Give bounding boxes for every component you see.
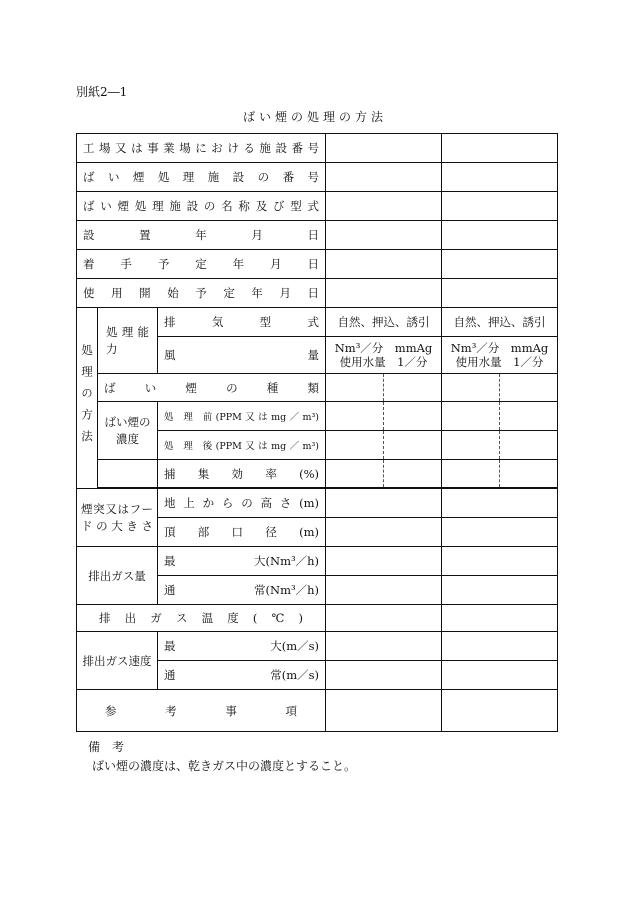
page-title: ばい煙の処理の方法 [242,110,387,124]
start-plan-field-2[interactable] [442,250,558,279]
chimney-diameter-field-1[interactable] [326,518,442,547]
facility-number-field-1[interactable] [326,134,442,163]
gas-speed-max-field-2[interactable] [442,632,558,661]
table-row [77,134,558,163]
after-field-2a[interactable] [442,431,500,460]
efficiency-field-2a[interactable] [442,460,500,488]
exhaust-options-2[interactable]: 自然、押込、誘引 [442,308,558,337]
gas-volume-max-cell [158,547,326,576]
air-unit-line2: 使用水量 1／分 [455,355,544,369]
treatment-number-field-2[interactable] [442,163,558,192]
start-plan-field-1[interactable] [326,250,442,279]
table-row [77,605,558,632]
capacity-label: 処理能力 [98,308,158,374]
after-label: 処 理 後(PPM又はmg／m³) [158,431,326,460]
table-row [77,163,558,192]
name-model-field-2[interactable] [442,192,558,221]
facility-number-field-2[interactable] [442,134,558,163]
gas-temp-field-1[interactable] [326,605,442,632]
table-row [77,460,558,488]
air-unit-line2: 使用水量 1／分 [339,355,428,369]
before-field-2b[interactable] [500,402,558,431]
before-field-2a[interactable] [442,402,500,431]
before-field-1b[interactable] [384,402,442,431]
table-row [77,308,558,337]
treatment-number-label: ばい煙処理施設の番号 [77,163,326,192]
gas-volume-max-label: 最 [164,554,176,568]
document-id: 別紙2―1 [76,85,128,99]
exhaust-type-label: 排気型式 [158,308,326,337]
reference-label: 参考事項 [77,690,326,732]
reference-field-1[interactable] [326,690,442,732]
gas-speed-max-cell [158,632,326,661]
smoke-type-field-1b[interactable] [384,374,442,402]
remarks-text: ばい煙の濃度は、乾きガス中の濃度とすること。 [92,759,357,773]
after-field-1b[interactable] [384,431,442,460]
use-start-plan-label: 使用開始予定年月日 [77,279,326,308]
air-unit-line1: Nm³／分 mmAg [334,341,433,355]
table-row [77,374,558,402]
exhaust-options-1[interactable]: 自然、押込、誘引 [326,308,442,337]
table-row [77,690,558,732]
use-start-plan-field-1[interactable] [326,279,442,308]
before-label: 処 理 前(PPM又はmg／m³) [158,402,326,431]
smoke-type-field-2b[interactable] [500,374,558,402]
treatment-number-field-1[interactable] [326,163,442,192]
table-row [77,402,558,431]
efficiency-field-1a[interactable] [326,460,384,488]
name-model-field-1[interactable] [326,192,442,221]
table-row [77,632,558,661]
install-date-field-1[interactable] [326,221,442,250]
efficiency-spacer [98,460,158,488]
install-date-label: 設置年月日 [77,221,326,250]
efficiency-label: 捕集効率(%) [158,460,326,488]
after-field-1a[interactable] [326,431,384,460]
name-model-label: ばい煙処理施設の名称及び型式 [77,192,326,221]
gas-volume-normal-field-2[interactable] [442,576,558,605]
gas-volume-max-field-1[interactable] [326,547,442,576]
air-volume-field-1[interactable] [326,337,442,374]
use-start-plan-field-2[interactable] [442,279,558,308]
gas-volume-normal-cell [158,576,326,605]
facility-number-label: 工場又は事業場における施設番号 [77,134,326,163]
air-unit-line1: Nm³／分 mmAg [450,341,549,355]
gas-temp-label: 排出ガス温度(℃) [77,605,326,632]
gas-speed-normal-label: 通 [164,668,176,682]
gas-speed-normal-unit: 常(m／s) [270,668,320,682]
gas-speed-label: 排出ガス速度 [77,632,158,690]
before-field-1a[interactable] [326,402,384,431]
gas-temp-field-2[interactable] [442,605,558,632]
smoke-type-label: ばい煙の種類 [98,374,326,402]
chimney-height-field-1[interactable] [326,489,442,518]
gas-volume-max-field-2[interactable] [442,547,558,576]
gas-speed-normal-field-1[interactable] [326,661,442,690]
remarks-heading: 備 考 [88,740,125,754]
gas-speed-normal-cell [158,661,326,690]
gas-speed-normal-field-2[interactable] [442,661,558,690]
air-volume-label: 風量 [158,337,326,374]
gas-speed-max-label: 最 [164,639,176,653]
smoke-type-field-1a[interactable] [326,374,384,402]
table-row [77,250,558,279]
gas-volume-normal-label: 通 [164,583,176,597]
chimney-diameter-field-2[interactable] [442,518,558,547]
air-volume-field-2[interactable] [442,337,558,374]
after-field-2b[interactable] [500,431,558,460]
gas-volume-normal-field-1[interactable] [326,576,442,605]
table-row [77,489,558,518]
table-row [77,279,558,308]
table-row [77,192,558,221]
smoke-type-field-2a[interactable] [442,374,500,402]
reference-field-2[interactable] [442,690,558,732]
gas-speed-max-unit: 大(m／s) [270,639,320,653]
install-date-field-2[interactable] [442,221,558,250]
efficiency-field-2b[interactable] [500,460,558,488]
chimney-label: 煙突又はフードの大きさ [77,489,158,547]
start-plan-label: 着手予定年月日 [77,250,326,279]
efficiency-field-1b[interactable] [384,460,442,488]
chimney-height-label: 地上からの高さ(m) [158,489,326,518]
gas-volume-label: 排出ガス量 [77,547,158,605]
chimney-diameter-label: 頂部口径(m) [158,518,326,547]
concentration-label: ばい煙の濃度 [98,402,158,460]
method-group-label: 処理の方法 [77,308,98,489]
method-form-table [76,133,558,732]
chimney-height-field-2[interactable] [442,489,558,518]
table-row [77,547,558,576]
table-row [77,221,558,250]
gas-speed-max-field-1[interactable] [326,632,442,661]
gas-volume-normal-unit: 常(Nm³／h) [254,583,320,597]
gas-volume-max-unit: 大(Nm³／h) [254,554,320,568]
